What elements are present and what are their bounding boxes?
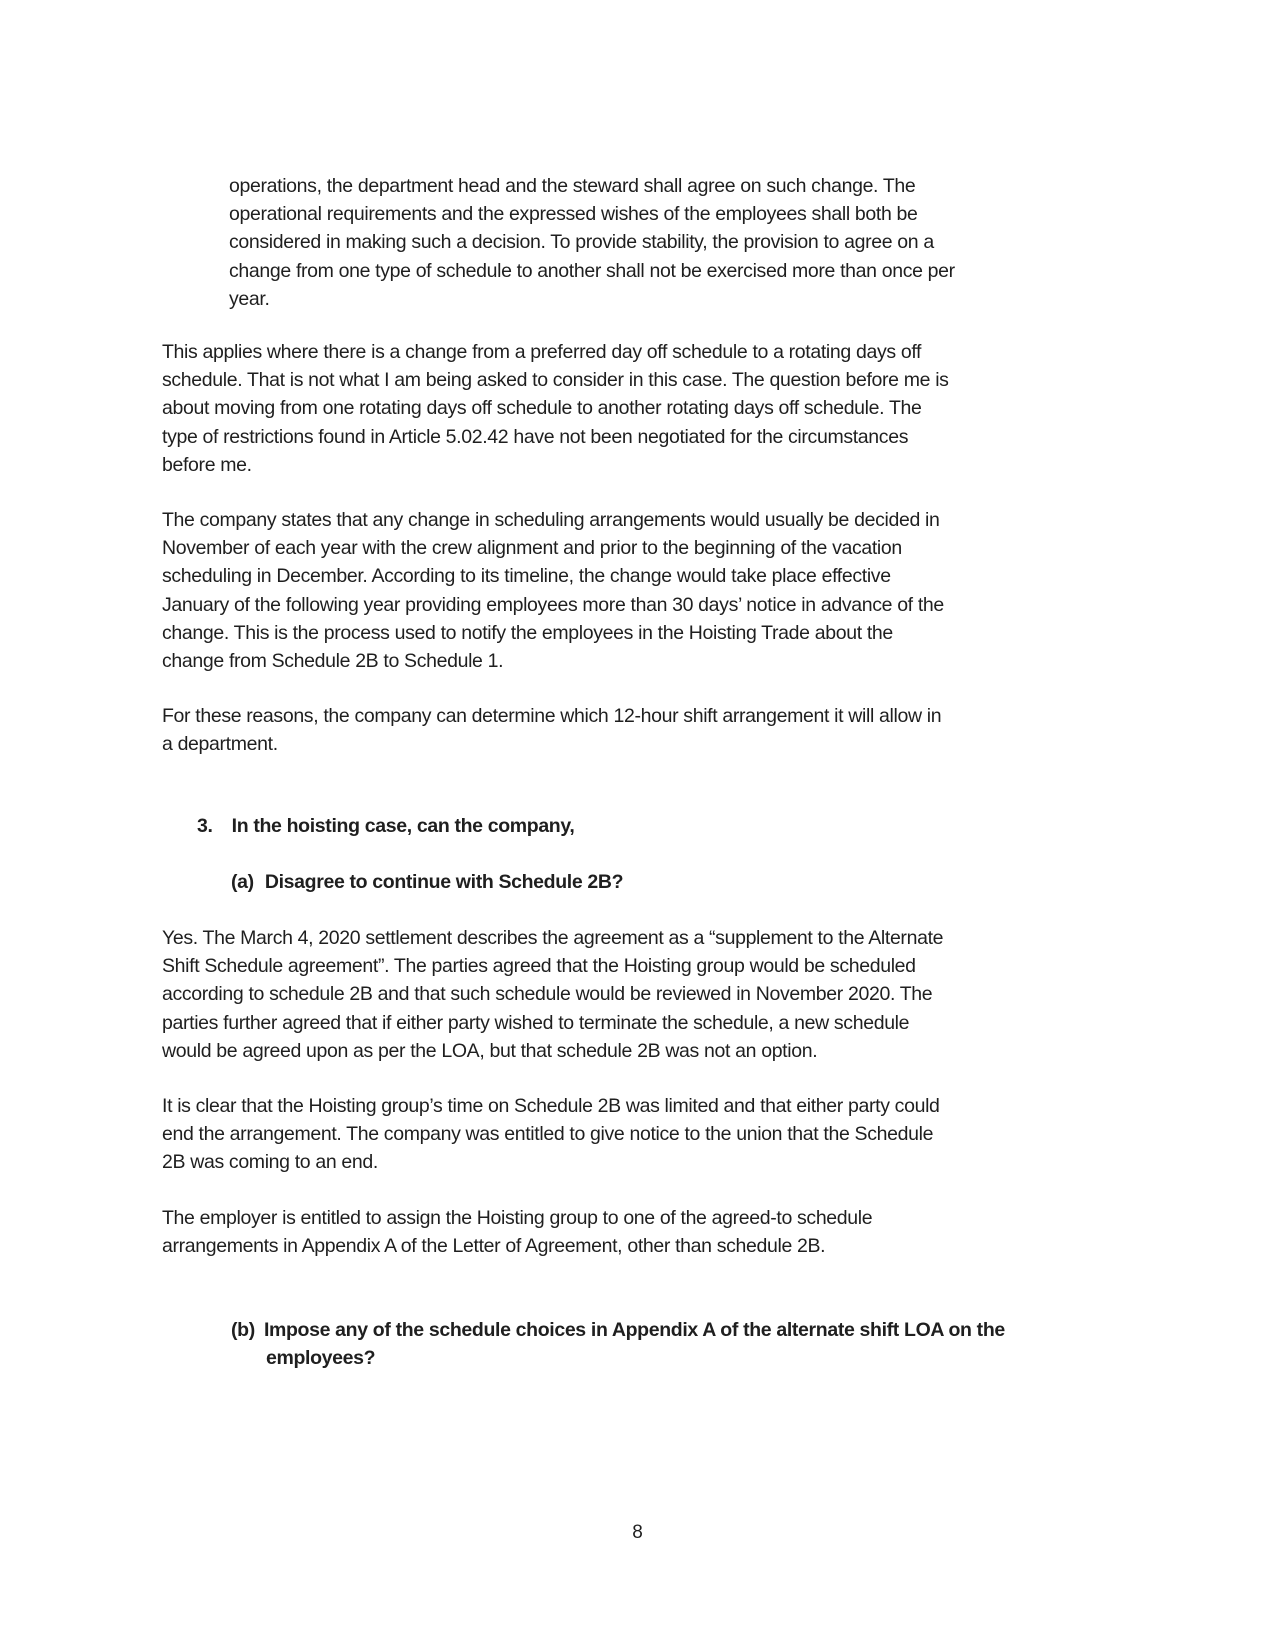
text-line: It is clear that the Hoisting group’s time on Schedule 2B was limited and that either party could [162,1095,940,1117]
heading-label: (b) [231,1319,255,1341]
paragraph-employer-entitled [162,1204,872,1260]
text-line: would be agreed upon as per the LOA, but that schedule 2B was not an option. [162,1039,818,1062]
text-line: arrangements in Appendix A of the Letter of Agreement, other than schedule 2B. [162,1235,826,1258]
heading-text: Impose any of the schedule choices in Appendix A of the alternate shift LOA on the [263,1319,1005,1341]
text-line: year. [229,287,270,310]
text-line: about moving from one rotating days off schedule to another rotating days off schedule. The [162,397,922,420]
heading-question-3b [231,1316,1005,1372]
text-line: change from one type of schedule to another shall not be exercised more than once per [229,259,955,282]
text-line: Shift Schedule agreement”. The parties agreed that the Hoisting group would be scheduled [162,955,916,978]
paragraph-applies [162,338,949,479]
quoted-article-text [229,172,955,313]
text-line: change from Schedule 2B to Schedule 1. [162,650,504,673]
text-line: The employer is entitled to assign the Hoisting group to one of the agreed-to schedule [162,1207,873,1229]
text-line: operations, the department head and the steward shall agree on such change. The [229,175,916,197]
text-line: 2B was coming to an end. [162,1151,378,1174]
text-line: type of restrictions found in Article 5.02.42 have not been negotiated for the circumstances [162,425,909,448]
heading-text: Disagree to continue with Schedule 2B? [264,871,624,893]
heading-text: In the hoisting case, can the company, [231,815,575,837]
text-line: a department. [162,733,278,756]
text-line: For these reasons, the company can determine which 12-hour shift arrangement it will allow in [162,705,942,727]
paragraph-company-states [162,506,944,675]
text-line: January of the following year providing employees more than 30 days’ notice in advance of the [162,593,944,616]
text-line: scheduling in December. According to its timeline, the change would take place effective [162,565,891,588]
text-line: Yes. The March 4, 2020 settlement describes the agreement as a “supplement to the Alternate [162,927,944,949]
heading-label: (a) [231,871,254,893]
text-line: according to schedule 2B and that such schedule would be reviewed in November 2020. The [162,983,933,1006]
text-line: considered in making such a decision. To provide stability, the provision to agree on a [229,231,934,254]
text-line: parties further agreed that if either party wished to terminate the schedule, a new schedule [162,1011,910,1034]
text-line: operational requirements and the expressed wishes of the employees shall both be [229,203,918,226]
paragraph-yes-settlement [162,924,943,1065]
heading-line [231,1316,1005,1344]
text-line: change. This is the process used to notify the employees in the Hoisting Trade about the [162,621,893,644]
text-line: end the arrangement. The company was entitled to give notice to the union that the Schedule [162,1123,934,1146]
text-line: November of each year with the crew alignment and prior to the beginning of the vacation [162,537,902,560]
text-line: The company states that any change in scheduling arrangements would usually be decided in [162,509,940,531]
heading-question-3a [231,868,623,896]
paragraph-for-these-reasons [162,702,941,758]
page-number: 8 [632,1522,643,1543]
paragraph-it-is-clear [162,1092,940,1177]
heading-number: 3. [197,815,213,837]
text-line: This applies where there is a change from a preferred day off schedule to a rotating days off [162,341,922,363]
text-line: before me. [162,453,252,476]
text-line: schedule. That is not what I am being asked to consider in this case. The question before me is [162,369,949,392]
heading-line: employees? [266,1347,376,1370]
heading-question-3 [197,812,575,840]
